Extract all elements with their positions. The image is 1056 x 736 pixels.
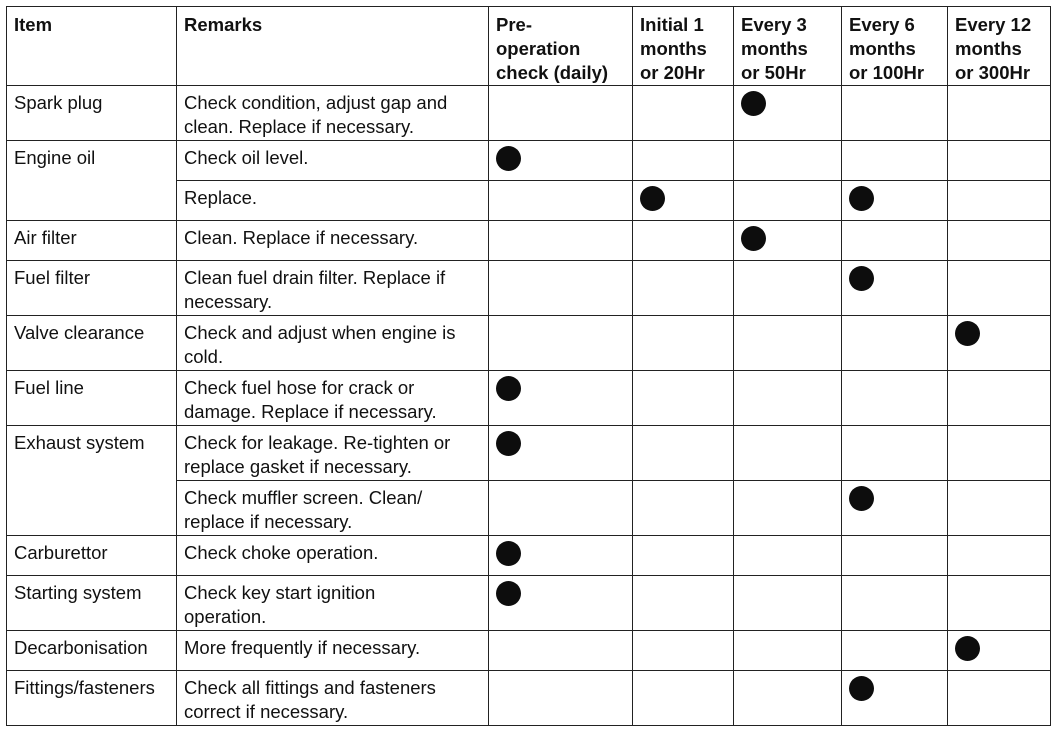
interval-cell-every_12_months_300hr bbox=[948, 221, 1051, 261]
remarks-line: Replace. bbox=[184, 187, 258, 208]
table-row bbox=[7, 221, 1051, 261]
interval-cell-every_12_months_300hr bbox=[948, 671, 1051, 726]
item-cell: Carburettor bbox=[7, 536, 177, 576]
interval-cell-every_6_months_100hr bbox=[842, 536, 948, 576]
table-row bbox=[7, 631, 1051, 671]
interval-cell-every_6_months_100hr bbox=[842, 631, 948, 671]
item-cell: Engine oil bbox=[7, 141, 177, 221]
remarks-line: operation. bbox=[184, 606, 267, 627]
header-line: months bbox=[741, 38, 808, 59]
header-line: check (daily) bbox=[496, 62, 609, 83]
table-row bbox=[7, 261, 1051, 316]
table-row bbox=[7, 141, 1051, 181]
interval-cell-pre_operation_daily bbox=[489, 221, 633, 261]
remarks-line: Clean. Replace if necessary. bbox=[184, 227, 419, 248]
item-cell: Fuel filter bbox=[7, 261, 177, 316]
remarks-cell bbox=[177, 536, 489, 576]
remarks-cell bbox=[177, 181, 489, 221]
interval-cell-every_3_months_50hr bbox=[734, 261, 842, 316]
remarks-line: Check all fittings and fasteners bbox=[184, 677, 436, 698]
remarks-line: Check key start ignition bbox=[184, 582, 376, 603]
filled-circle-icon bbox=[849, 266, 874, 291]
interval-cell-pre_operation_daily bbox=[489, 371, 633, 426]
interval-cell-every_12_months_300hr bbox=[948, 181, 1051, 221]
filled-circle-icon bbox=[496, 581, 521, 606]
item-cell: Starting system bbox=[7, 576, 177, 631]
table-row bbox=[7, 536, 1051, 576]
interval-cell-every_3_months_50hr bbox=[734, 181, 842, 221]
interval-cell-every_12_months_300hr bbox=[948, 371, 1051, 426]
remarks-cell bbox=[177, 576, 489, 631]
interval-cell-initial_1_month_20hr bbox=[633, 371, 734, 426]
header-pre-operation bbox=[489, 7, 633, 86]
remarks-line: damage. Replace if necessary. bbox=[184, 401, 437, 422]
maintenance-schedule-table bbox=[6, 6, 1051, 726]
interval-cell-every_6_months_100hr bbox=[842, 481, 948, 536]
remarks-cell bbox=[177, 261, 489, 316]
interval-cell-every_12_months_300hr bbox=[948, 631, 1051, 671]
interval-cell-every_3_months_50hr bbox=[734, 371, 842, 426]
table-row bbox=[7, 86, 1051, 141]
interval-cell-every_6_months_100hr bbox=[842, 576, 948, 631]
interval-cell-pre_operation_daily bbox=[489, 261, 633, 316]
interval-cell-initial_1_month_20hr bbox=[633, 316, 734, 371]
filled-circle-icon bbox=[496, 376, 521, 401]
interval-cell-every_6_months_100hr bbox=[842, 316, 948, 371]
interval-cell-initial_1_month_20hr bbox=[633, 86, 734, 141]
remarks-cell bbox=[177, 316, 489, 371]
interval-cell-initial_1_month_20hr bbox=[633, 426, 734, 481]
remarks-line: Check oil level. bbox=[184, 147, 309, 168]
filled-circle-icon bbox=[496, 146, 521, 171]
interval-cell-initial_1_month_20hr bbox=[633, 261, 734, 316]
interval-cell-initial_1_month_20hr bbox=[633, 481, 734, 536]
filled-circle-icon bbox=[741, 91, 766, 116]
interval-cell-pre_operation_daily bbox=[489, 631, 633, 671]
header-line: or 100Hr bbox=[849, 62, 925, 83]
remarks-line: More frequently if necessary. bbox=[184, 637, 421, 658]
interval-cell-initial_1_month_20hr bbox=[633, 576, 734, 631]
remarks-cell bbox=[177, 141, 489, 181]
remarks-line: Check fuel hose for crack or bbox=[184, 377, 415, 398]
filled-circle-icon bbox=[640, 186, 665, 211]
interval-cell-pre_operation_daily bbox=[489, 86, 633, 141]
interval-cell-every_12_months_300hr bbox=[948, 141, 1051, 181]
remarks-line: Clean fuel drain filter. Replace if bbox=[184, 267, 446, 288]
interval-cell-every_6_months_100hr bbox=[842, 371, 948, 426]
schedule-body bbox=[7, 86, 1051, 726]
header-line: Every 3 bbox=[741, 14, 807, 35]
filled-circle-icon bbox=[741, 226, 766, 251]
interval-cell-every_6_months_100hr bbox=[842, 181, 948, 221]
interval-cell-initial_1_month_20hr bbox=[633, 141, 734, 181]
header-line: Every 12 bbox=[955, 14, 1032, 35]
item-cell: Air filter bbox=[7, 221, 177, 261]
interval-cell-every_12_months_300hr bbox=[948, 481, 1051, 536]
remarks-cell bbox=[177, 426, 489, 481]
remarks-line: Check and adjust when engine is bbox=[184, 322, 456, 343]
interval-cell-pre_operation_daily bbox=[489, 671, 633, 726]
remarks-line: clean. Replace if necessary. bbox=[184, 116, 414, 137]
filled-circle-icon bbox=[955, 636, 980, 661]
header-line: Every 6 bbox=[849, 14, 915, 35]
header-line: Initial 1 bbox=[640, 14, 704, 35]
interval-cell-initial_1_month_20hr bbox=[633, 536, 734, 576]
item-cell: Exhaust system bbox=[7, 426, 177, 536]
interval-cell-pre_operation_daily bbox=[489, 316, 633, 371]
interval-cell-every_12_months_300hr bbox=[948, 86, 1051, 141]
header-every-6 bbox=[842, 7, 948, 86]
interval-cell-every_6_months_100hr bbox=[842, 86, 948, 141]
interval-cell-every_3_months_50hr bbox=[734, 86, 842, 141]
interval-cell-pre_operation_daily bbox=[489, 576, 633, 631]
filled-circle-icon bbox=[849, 676, 874, 701]
interval-cell-every_12_months_300hr bbox=[948, 426, 1051, 481]
item-cell: Decarbonisation bbox=[7, 631, 177, 671]
remarks-line: cold. bbox=[184, 346, 224, 367]
filled-circle-icon bbox=[496, 431, 521, 456]
remarks-line: necessary. bbox=[184, 291, 273, 312]
interval-cell-every_3_months_50hr bbox=[734, 576, 842, 631]
interval-cell-every_3_months_50hr bbox=[734, 316, 842, 371]
header-line: or 50Hr bbox=[741, 62, 806, 83]
interval-cell-initial_1_month_20hr bbox=[633, 671, 734, 726]
remarks-line: replace gasket if necessary. bbox=[184, 456, 412, 477]
remarks-cell bbox=[177, 221, 489, 261]
interval-cell-every_6_months_100hr bbox=[842, 261, 948, 316]
interval-cell-every_12_months_300hr bbox=[948, 576, 1051, 631]
item-cell: Spark plug bbox=[7, 86, 177, 141]
interval-cell-pre_operation_daily bbox=[489, 141, 633, 181]
header-line: or 300Hr bbox=[955, 62, 1031, 83]
interval-cell-every_6_months_100hr bbox=[842, 426, 948, 481]
remarks-cell bbox=[177, 371, 489, 426]
remarks-line: Check muffler screen. Clean/ bbox=[184, 487, 423, 508]
interval-cell-pre_operation_daily bbox=[489, 481, 633, 536]
item-cell: Fittings/fasteners bbox=[7, 671, 177, 726]
header-row bbox=[7, 7, 1051, 86]
remarks-line: correct if necessary. bbox=[184, 701, 349, 722]
interval-cell-every_3_months_50hr bbox=[734, 141, 842, 181]
interval-cell-initial_1_month_20hr bbox=[633, 221, 734, 261]
remarks-cell bbox=[177, 481, 489, 536]
header-line: months bbox=[955, 38, 1022, 59]
interval-cell-initial_1_month_20hr bbox=[633, 631, 734, 671]
remarks-line: Check condition, adjust gap and bbox=[184, 92, 448, 113]
interval-cell-every_3_months_50hr bbox=[734, 631, 842, 671]
item-cell: Valve clearance bbox=[7, 316, 177, 371]
interval-cell-every_12_months_300hr bbox=[948, 536, 1051, 576]
interval-cell-every_6_months_100hr bbox=[842, 141, 948, 181]
remarks-cell bbox=[177, 671, 489, 726]
filled-circle-icon bbox=[955, 321, 980, 346]
interval-cell-every_3_months_50hr bbox=[734, 671, 842, 726]
interval-cell-every_12_months_300hr bbox=[948, 316, 1051, 371]
table-row bbox=[7, 426, 1051, 481]
remarks-cell bbox=[177, 86, 489, 141]
header-item: Item bbox=[7, 7, 177, 86]
header-every-3 bbox=[734, 7, 842, 86]
interval-cell-every_3_months_50hr bbox=[734, 426, 842, 481]
header-line: operation bbox=[496, 38, 581, 59]
interval-cell-every_6_months_100hr bbox=[842, 671, 948, 726]
interval-cell-initial_1_month_20hr bbox=[633, 181, 734, 221]
filled-circle-icon bbox=[849, 186, 874, 211]
header-line: or 20Hr bbox=[640, 62, 705, 83]
header-line: Pre- bbox=[496, 14, 532, 35]
interval-cell-pre_operation_daily bbox=[489, 426, 633, 481]
remarks-line: Check choke operation. bbox=[184, 542, 379, 563]
interval-cell-every_6_months_100hr bbox=[842, 221, 948, 261]
table-row bbox=[7, 671, 1051, 726]
interval-cell-pre_operation_daily bbox=[489, 536, 633, 576]
table-row bbox=[7, 576, 1051, 631]
interval-cell-every_3_months_50hr bbox=[734, 221, 842, 261]
interval-cell-every_3_months_50hr bbox=[734, 536, 842, 576]
header-initial bbox=[633, 7, 734, 86]
remarks-line: replace if necessary. bbox=[184, 511, 353, 532]
table-row bbox=[7, 371, 1051, 426]
table-row bbox=[7, 316, 1051, 371]
interval-cell-pre_operation_daily bbox=[489, 181, 633, 221]
interval-cell-every_3_months_50hr bbox=[734, 481, 842, 536]
item-cell: Fuel line bbox=[7, 371, 177, 426]
header-line: months bbox=[640, 38, 707, 59]
remarks-line: Check for leakage. Re-tighten or bbox=[184, 432, 451, 453]
remarks-cell bbox=[177, 631, 489, 671]
filled-circle-icon bbox=[496, 541, 521, 566]
header-line: months bbox=[849, 38, 916, 59]
header-remarks: Remarks bbox=[177, 7, 489, 86]
interval-cell-every_12_months_300hr bbox=[948, 261, 1051, 316]
filled-circle-icon bbox=[849, 486, 874, 511]
header-every-12 bbox=[948, 7, 1051, 86]
